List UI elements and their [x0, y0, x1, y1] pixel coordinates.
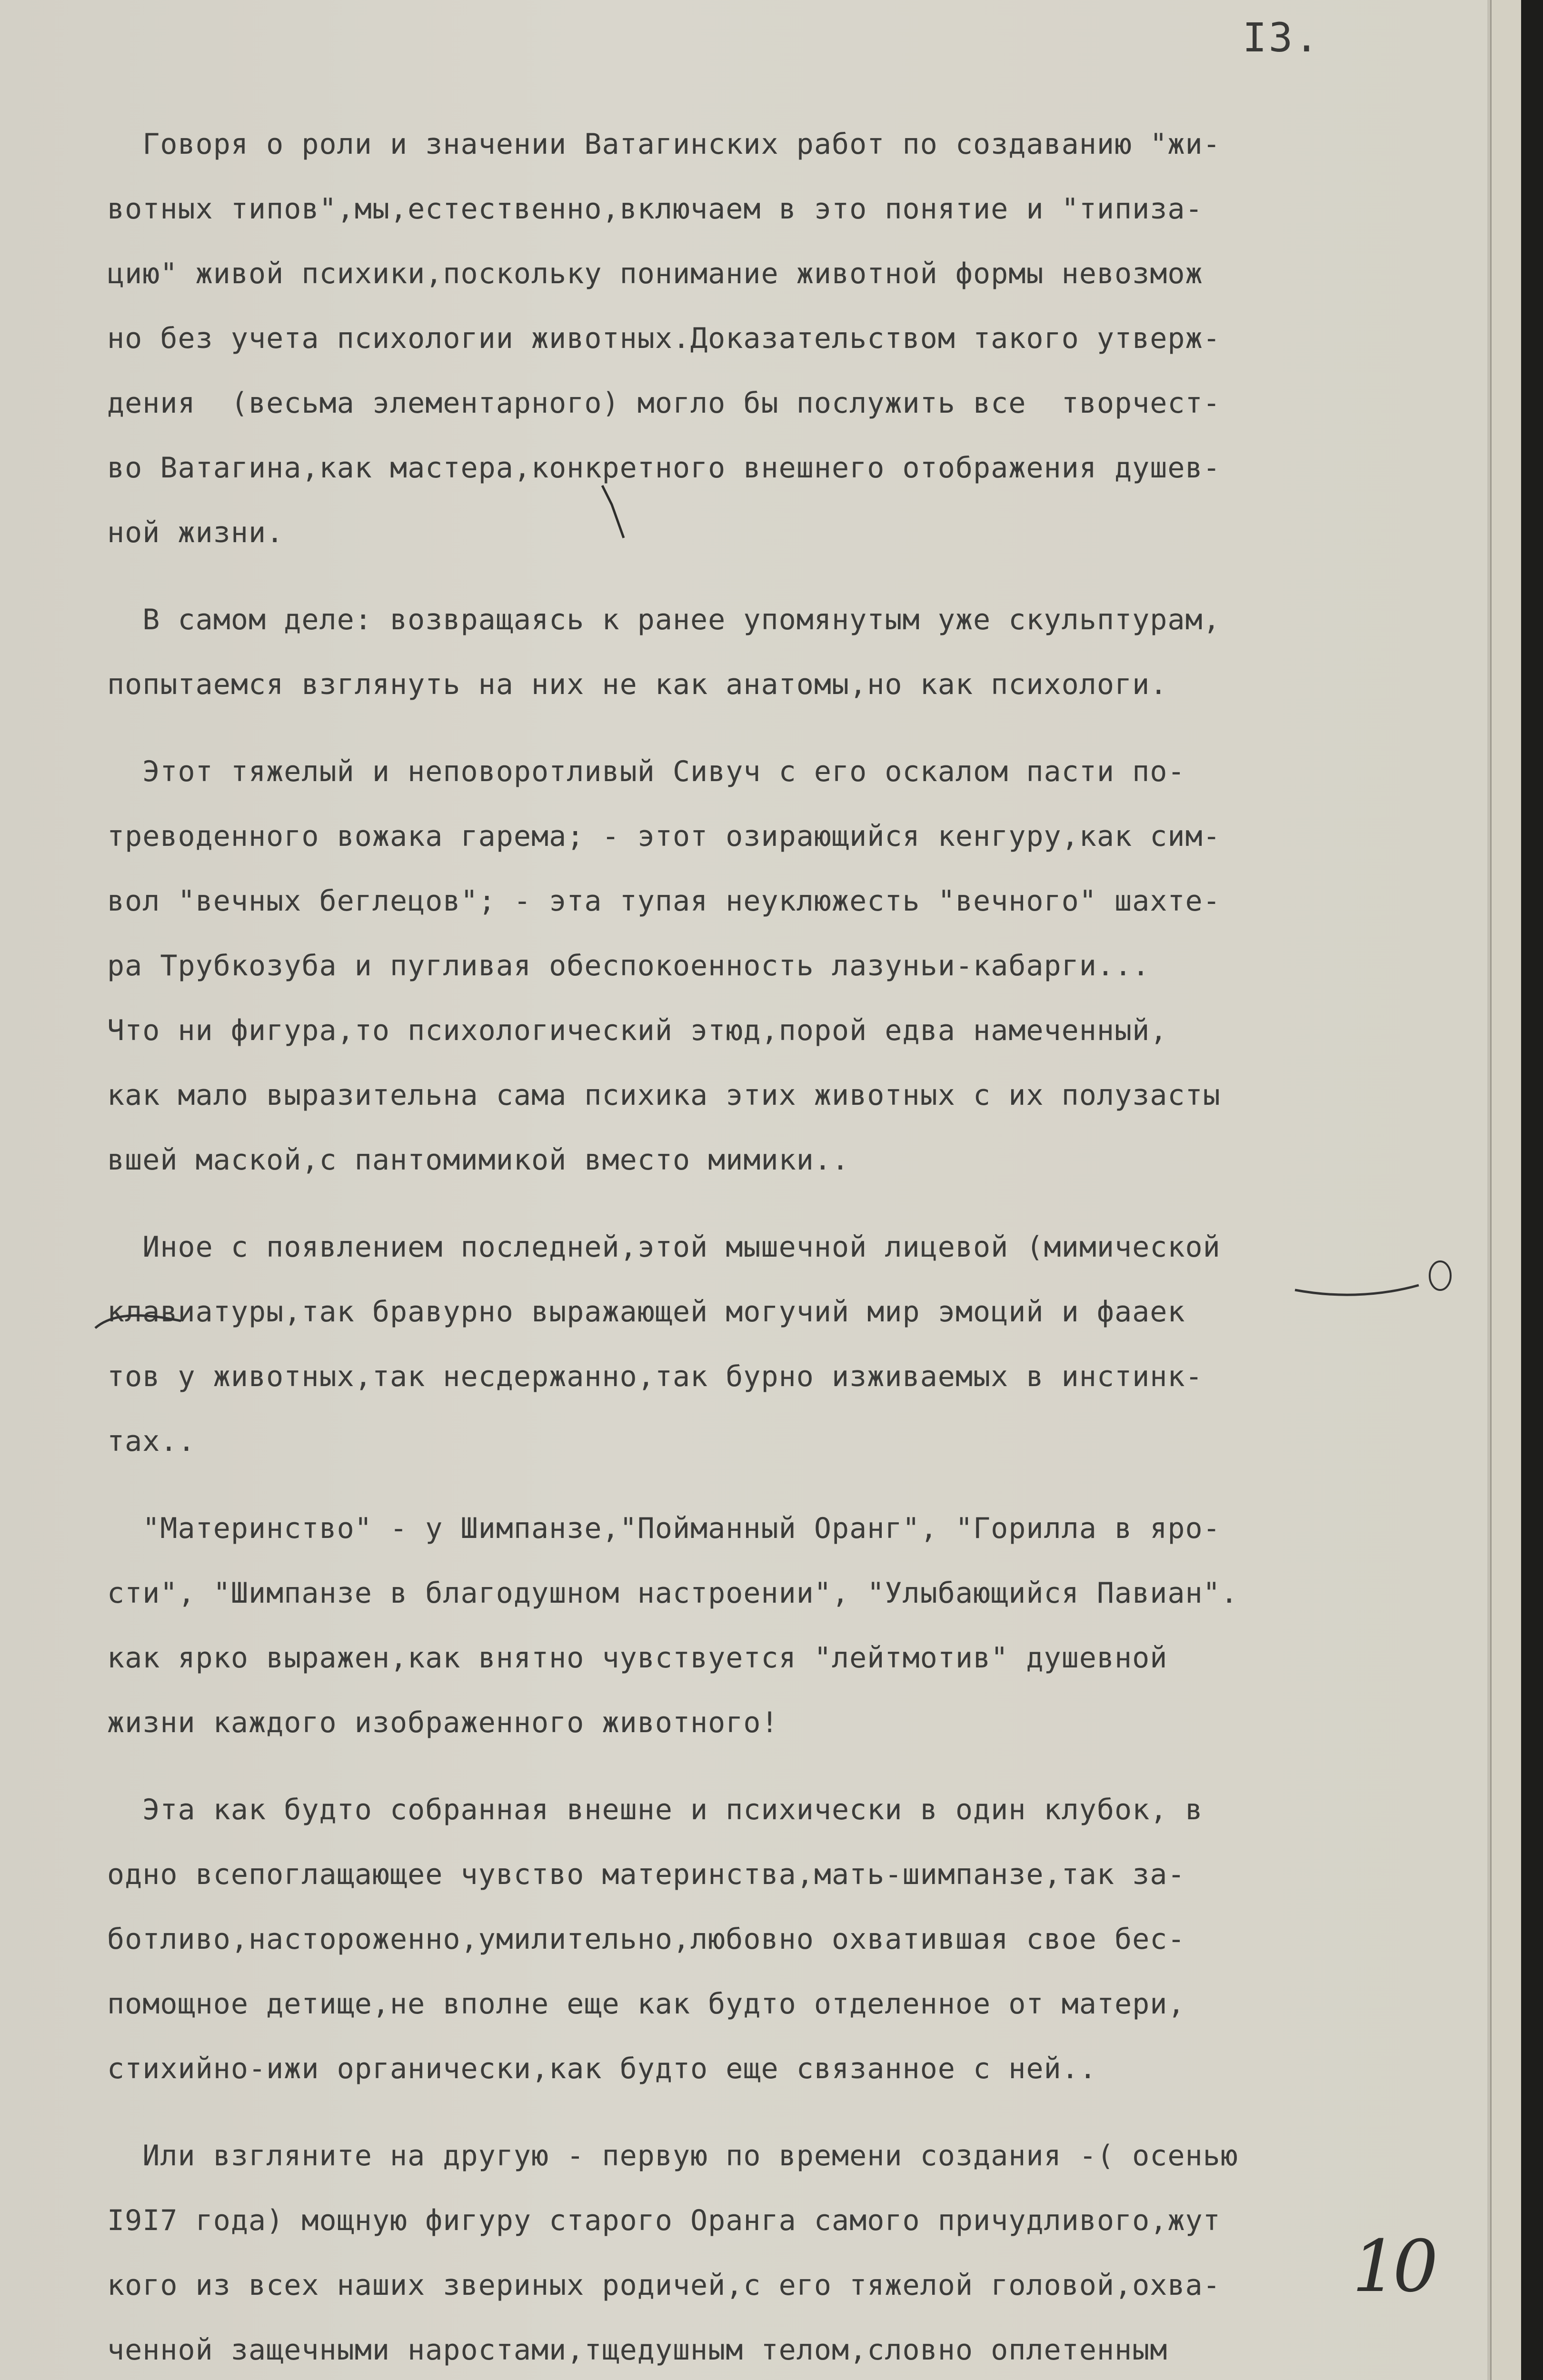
text-line: во Ватагина,как мастера,конкретного внешнего отображения душев-	[107, 451, 1221, 485]
pencil-deletion-mark	[86, 1307, 190, 1345]
text-line: ра Трубкозуба и пугливая обеспокоенность лазуньи-кабарги...	[107, 949, 1150, 982]
text-line: В самом деле: возвращаясь к ранее упомянутым уже скульптурам,	[107, 603, 1221, 636]
text-line: кого из всех наших звериных родичей,с его тяжелой головой,охва-	[107, 2269, 1221, 2302]
text-line: Что ни фигура,то психологический этюд,порой едва намеченный,	[107, 1014, 1168, 1047]
text-line: треводенного вожака гарема; - этот озирающийся кенгуру,как сим-	[107, 820, 1221, 853]
text-line: тов у животных,так несдержанно,так бурно изживаемых в инстинк-	[107, 1360, 1203, 1393]
paragraph-1	[107, 112, 1478, 565]
pencil-caret-mark	[597, 476, 636, 543]
text-line: Говоря о роли и значении Ватагинских работ по создаванию "жи-	[107, 128, 1221, 161]
text-line: ной жизни.	[107, 516, 284, 549]
text-line: одно всепоглащающее чувство материнства,мать-шимпанзе,так за-	[107, 1858, 1185, 1891]
text-line: как ярко выражен,как внятно чувствуется "лейтмотив" душевной	[107, 1641, 1168, 1675]
text-line: Или взгляните на другую - первую по времени создания -( осенью	[107, 2139, 1238, 2172]
text-line: сти", "Шимпанзе в благодушном настроении", "Улыбающийся Павиан".	[107, 1577, 1238, 1610]
paragraph-3	[107, 739, 1478, 1192]
text-line: жизни каждого изображенного животного!	[107, 1706, 779, 1739]
text-line: Этот тяжелый и неповоротливый Сивуч с его оскалом пасти по-	[107, 755, 1185, 788]
text-line: вол "вечных беглецов"; - эта тупая неуклюжесть "вечного" шахте-	[107, 884, 1221, 918]
paragraph-5	[107, 1496, 1478, 1755]
text-line: ботливо,настороженно,умилительно,любовно охватившая свое бес-	[107, 1923, 1185, 1956]
text-line: цию" живой психики,поскольку понимание животной формы невозмож	[107, 257, 1203, 290]
text-line: дения (весьма элементарного) могло бы послужить все творчест-	[107, 387, 1221, 420]
typewritten-text	[107, 112, 1478, 2380]
text-line: I9I7 года) мощную фигуру старого Оранга самого причудливого,жут	[107, 2204, 1221, 2237]
underlying-sheet-edge	[1490, 0, 1521, 2380]
text-line: клавиатуры,так бравурно выражающей могучий мир эмоций и фааек	[107, 1295, 1185, 1329]
text-line: ченной защечными наростами,тщедушным телом,словно оплетенным	[107, 2333, 1168, 2367]
pencil-underline-mark	[1290, 1257, 1462, 1309]
text-line: но без учета психологии животных.Доказательством такого утверж-	[107, 322, 1221, 355]
paragraph-7	[107, 2123, 1478, 2380]
text-line: тах..	[107, 1425, 196, 1458]
page-number: I3.	[1243, 14, 1321, 61]
text-line: вшей маской,с пантомимикой вместо мимики..	[107, 1143, 850, 1177]
paragraph-2	[107, 587, 1478, 717]
text-line: Эта как будто собранная внешне и психически в один клубок, в	[107, 1793, 1203, 1826]
paragraph-6	[107, 1777, 1478, 2101]
text-line: попытаемся взглянуть на них не как анатомы,но как психологи.	[107, 668, 1168, 701]
handwritten-folio-number: 10	[1352, 2225, 1433, 2308]
text-line: как мало выразительна сама психика этих животных с их полузасты	[107, 1079, 1221, 1112]
text-line: Иное с появлением последней,этой мышечной лицевой (мимической	[107, 1230, 1221, 1264]
text-line: стихийно-ижи органически,как будто еще связанное с ней..	[107, 2052, 1097, 2085]
text-line: вотных типов",мы,естественно,включаем в это понятие и "типиза-	[107, 192, 1203, 226]
paragraph-4	[107, 1215, 1478, 1474]
text-line: "Материнство" - у Шимпанзе,"Пойманный Оранг", "Горилла в яро-	[107, 1512, 1221, 1545]
text-line: помощное детище,не вполне еще как будто отделенное от матери,	[107, 1987, 1185, 2021]
